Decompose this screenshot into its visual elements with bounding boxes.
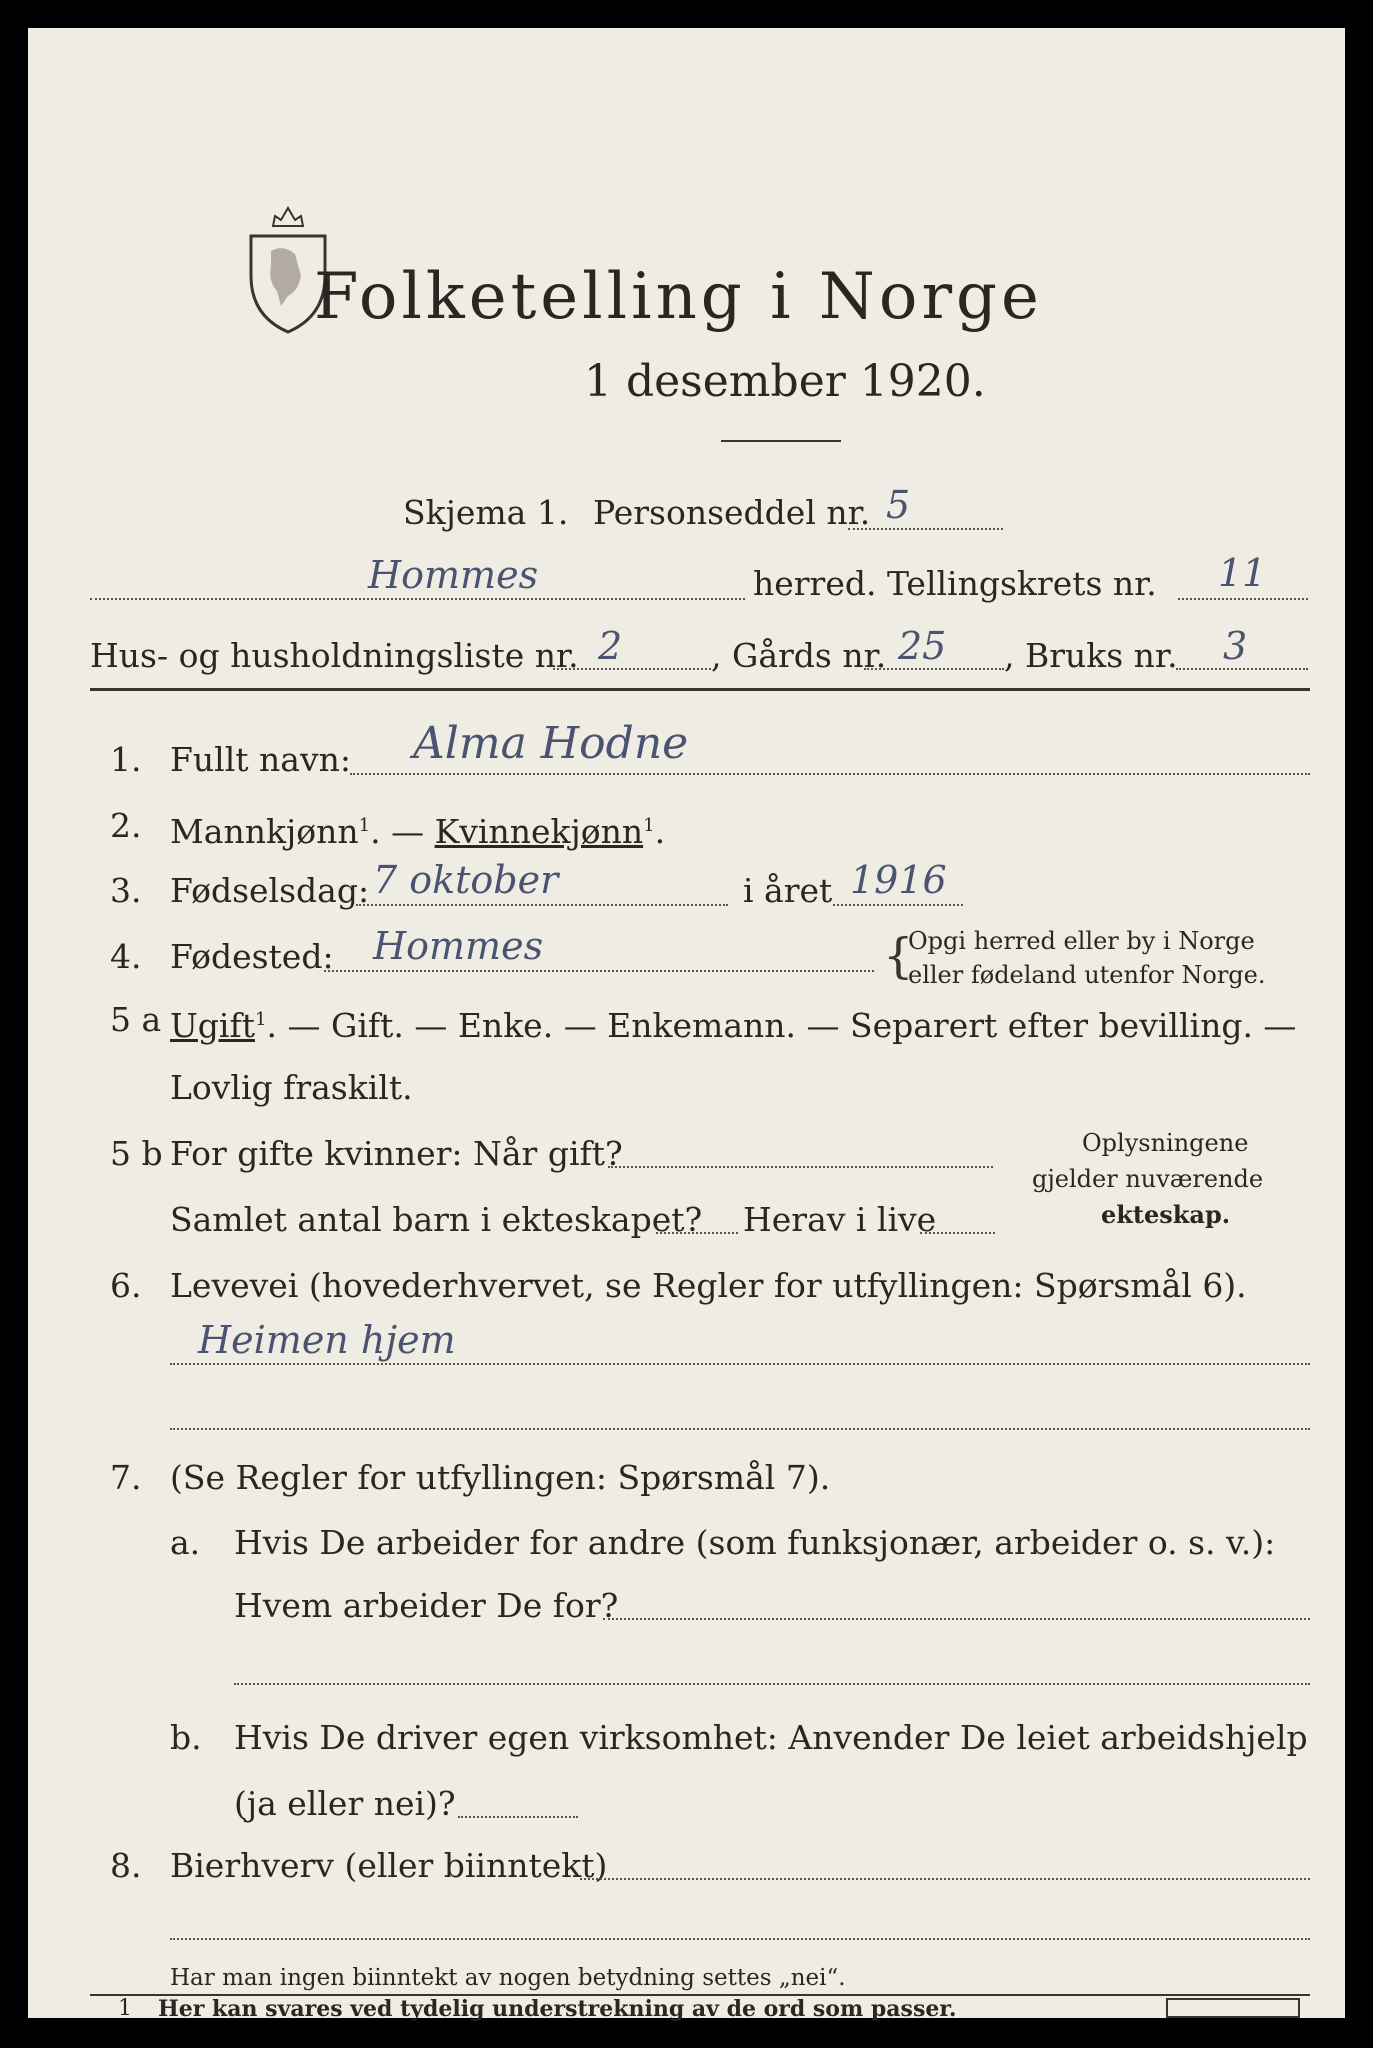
q2-number: 2. [110,806,142,845]
q8-number: 8. [110,1846,142,1885]
q5b-number: 5 b [110,1134,163,1173]
q5b-note-line3: ekteskap. [1101,1200,1231,1229]
q4-note-line2: eller fødeland utenfor Norge. [908,961,1266,989]
title-divider [721,440,841,442]
herred-label: herred. Tellingskrets nr. [753,564,1157,603]
q2-text: Mannkjønn$^1$. — Kvinnekjønn$^1$. [170,812,666,851]
q6-number: 6. [110,1266,142,1305]
personseddel-label: Personseddel nr. [593,493,871,532]
q3-year-value: 1916 [850,858,947,902]
q4-brace: { [883,928,914,984]
form-title: Folketelling i Norge [314,260,1043,334]
q7a-line-extra [234,1683,1310,1685]
q4-value: Hommes [373,924,544,968]
q4-line [324,970,874,972]
q6-value: Heimen hjem [198,1318,456,1362]
q7-number: 7. [110,1458,142,1497]
q1-value: Alma Hodne [413,718,689,769]
herred-line [90,598,745,600]
q3-number: 3. [110,871,142,910]
q2-kvinne: Kvinnekjønn [434,812,644,851]
footnote-text: Her kan svares ved tydelig understrekning av de ord som passer. [158,1996,957,2022]
q7a-line2: Hvem arbeider De for? [234,1586,619,1625]
gards-value: 25 [898,624,947,668]
q5b-live-label: Herav i live [743,1200,937,1239]
q8-line [580,1878,1310,1880]
q5b-label: For gifte kvinner: Når gift? [170,1134,623,1173]
q5b-note-line1: Oplysningene [1082,1129,1249,1157]
tellingskrets-value: 11 [1218,551,1267,595]
q5a-line2: Lovlig fraskilt. [170,1068,413,1107]
bruks-label: , Bruks nr. [1004,636,1178,675]
q5b-barn-line [656,1232,738,1234]
q6-line1 [170,1363,1310,1365]
tellingskrets-line [1178,598,1308,600]
herred-value: Hommes [368,553,539,597]
q1-line [350,773,1310,775]
q4-note-line1: Opgi herred eller by i Norge [908,927,1255,955]
q8-line-extra [170,1938,1310,1940]
printer-stamp [1166,1998,1300,2018]
q7a-number: a. [170,1523,201,1562]
q2-end: . [654,812,666,851]
footnote-number: 1 [118,1996,132,2021]
personseddel-line [848,528,1003,530]
q7a-label: Hvis De arbeider for andre (som funksjonær, arbeider o. s. v.): [234,1523,1276,1562]
bruks-value: 3 [1223,624,1248,668]
q5a-text: Ugift$^1$. — Gift. — Enke. — Enkemann. — Separert efter bevilling. — [170,1006,1297,1045]
q1-label: Fullt navn: [170,740,351,779]
hus-value: 2 [598,624,623,668]
q6-label: Levevei (hovederhvervet, se Regler for utfyllingen: Spørsmål 6). [170,1266,1247,1305]
q4-number: 4. [110,937,142,976]
census-date: 1 desember 1920. [584,356,986,407]
bruks-line [1176,668,1308,670]
census-form-page [28,28,1345,2022]
q8-label: Bierhverv (eller biinntekt) [170,1846,608,1885]
q5b-line [608,1166,993,1168]
hus-label: Hus- og husholdningsliste nr. [90,636,579,675]
q5a-ugift: Ugift [170,1006,255,1045]
q7b-line2: (ja eller nei)? [234,1784,456,1823]
hus-line [553,668,711,670]
q5b-note-line2: gjelder nuværende [1032,1165,1264,1193]
q5b-barn-label: Samlet antal barn i ekteskapet? [170,1200,703,1239]
q3-value: 7 oktober [373,858,559,902]
q3-year-line [833,904,963,906]
q7-label: (Se Regler for utfyllingen: Spørsmål 7). [170,1458,831,1497]
biinntekt-note: Har man ingen biinntekt av nogen betydning settes „nei“. [170,1965,846,1991]
q5a-number: 5 a [110,1000,162,1039]
q7b-label: Hvis De driver egen virksomhet: Anvender De leiet arbeidshjelp [234,1718,1308,1757]
q3-label: Fødselsdag: [170,871,370,910]
q2-mann: Mannkjønn [170,812,359,851]
gards-line [864,668,1004,670]
q1-number: 1. [110,740,142,779]
q7b-line [458,1816,578,1818]
header-rule [90,688,1310,691]
q4-label: Fødested: [170,937,334,976]
q6-line2 [170,1428,1310,1430]
q3-line [356,904,728,906]
schema-label: Skjema 1. [403,493,569,532]
q3-year-label: i året [743,871,833,910]
personseddel-value: 5 [886,483,911,527]
q7a-line [603,1618,1310,1620]
q2-separator: . — [370,812,435,851]
q7b-number: b. [170,1718,202,1757]
gards-label: , Gårds nr. [711,636,887,675]
q5a-rest: . — Gift. — Enke. — Enkemann. — Separert efter bevilling. — [266,1006,1297,1045]
q5b-live-line [920,1232,995,1234]
